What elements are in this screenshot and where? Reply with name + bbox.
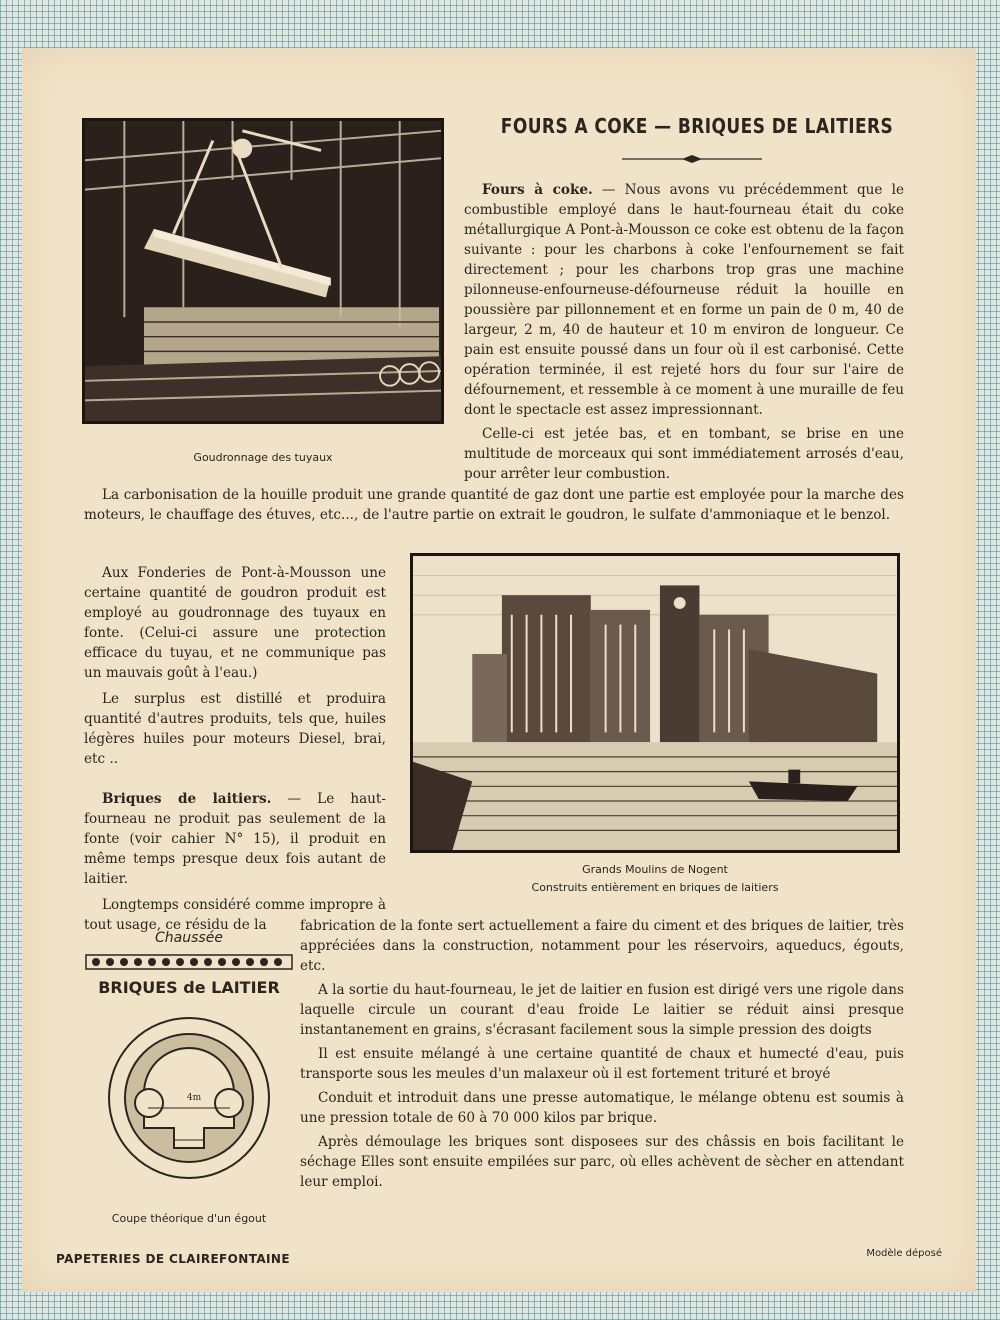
diagram-briques-label: BRIQUES de LAITIER — [98, 978, 280, 997]
footer-model-notice: Modèle déposé — [866, 1248, 942, 1259]
longtemps-text: Longtemps considéré comme impropre à tout usage, ce résidu de la — [84, 897, 386, 933]
diagram-chaussee-label: Chaussée — [155, 930, 223, 946]
caption-moulins-title: Grands Moulins de Nogent — [582, 863, 728, 876]
caption-goudronnage: Goudronnage des tuyaux — [193, 451, 333, 464]
carbonisation-text: La carbonisation de la houille produit une grande quantité de gaz dont une partie est employée pour la marche des moteurs, le chauffage des étuves, etc..., de l'autre partie on extrait le goudron, le sulfate d'ammoniaque et le benzol. — [84, 487, 904, 523]
fonderies-text: Aux Fonderies de Pont-à-Mousson une certaine quantité de goudron produit est employé au goudronnage des tuyaux en fonte. (Celui-ci assure une protection efficace du tuyau, et ne communique pas un mauvais goût à l'eau.) — [84, 565, 386, 681]
left-column — [84, 563, 386, 935]
fours-section — [464, 180, 904, 484]
goudronnage-engraving — [85, 121, 441, 421]
illustration-moulins — [410, 553, 900, 853]
illustration-goudronnage — [82, 118, 444, 424]
fours-text: — Nous avons vu précédemment que le combustible employé dans le haut-fourneau était du coke métallurgique A Pont-à-Mousson ce coke est obtenu de la façon suivante : pour les charbons à coke l'enfournement se fait directement ; pour les charbons trop gras une machine pilonneuse-enfourneuse-défourneuse réduit la houille en poussière par pillonnement et en forme un pain de 0 m, 40 de largeur, 2 m, 40 de hauteur et 10 m environ de longueur. Ce pain est ensuite poussé dans un four où il est carbonisé. Cette opération terminée, il est rejeté hors du four sur l'aire de défournement, et ressemble à ce moment à une muraille de feu dont le spectacle est assez impressionnant. — [464, 182, 904, 418]
surplus-text: Le surplus est distillé et produira quantité d'autres produits, tels que, huiles légères huiles pour moteurs Diesel, brai, etc .. — [84, 691, 386, 767]
carbonisation-section — [84, 485, 904, 525]
longtemps-text-continued: fabrication de la fonte sert actuellement a faire du ciment et des briques de laitier, très appréciées dans la construction, notamment pour les réservoirs, aqueducs, égouts, etc. — [300, 918, 904, 974]
page-title: FOURS A COKE — BRIQUES DE LAITIERS — [500, 114, 894, 138]
sortie-text: A la sortie du haut-fourneau, le jet de laitier en fusion est dirigé vers une rigole dans laquelle circule un courant d'eau froide Le laitier se réduit ainsi presque instantanement en grains, s'écrasant facilement sous la simple pression des doigts — [300, 982, 904, 1038]
egout-diagram — [84, 930, 294, 1220]
caption-moulins-subtitle: Construits entièrement en briques de laitiers — [531, 881, 779, 894]
chaussee-band — [84, 952, 294, 972]
briques-text: — Le haut-fourneau ne produit pas seulement de la fonte (voir cahier N° 15), il produit en même temps presque deux fois autant de laitier. — [84, 791, 386, 887]
presse-text: Conduit et introduit dans une presse automatique, le mélange obtenu est soumis à une pression totale de 60 à 70 000 kilos par brique. — [300, 1090, 904, 1126]
moulins-engraving — [413, 556, 897, 850]
right-column — [300, 916, 904, 1192]
caption-egout: Coupe théorique d'un égout — [111, 1212, 267, 1225]
title-ornament — [622, 152, 762, 166]
fours-text-2: Celle-ci est jetée bas, et en tombant, se brise en une multitude de morceaux qui sont immédiatement arrosés d'eau, pour arrêter leur combustion. — [464, 426, 904, 482]
briques-heading: Briques de laitiers. — [102, 791, 272, 807]
diagram-dimension-label: 4m — [186, 1093, 202, 1103]
page — [22, 48, 976, 1292]
demoulage-text: Après démoulage les briques sont disposees sur des châssis en bois facilitant le séchage Elles sont ensuite empilées sur parc, où elles achèvent de sècher en attendant leur emploi. — [300, 1134, 904, 1190]
fours-heading: Fours à coke. — [482, 182, 593, 198]
melange-text: Il est ensuite mélangé à une certaine quantité de chaux et humecté d'eau, puis transporte sous les meules d'un malaxeur où il est fortement trituré et broyé — [300, 1046, 904, 1082]
footer-publisher: PAPETERIES DE CLAIREFONTAINE — [56, 1252, 290, 1266]
